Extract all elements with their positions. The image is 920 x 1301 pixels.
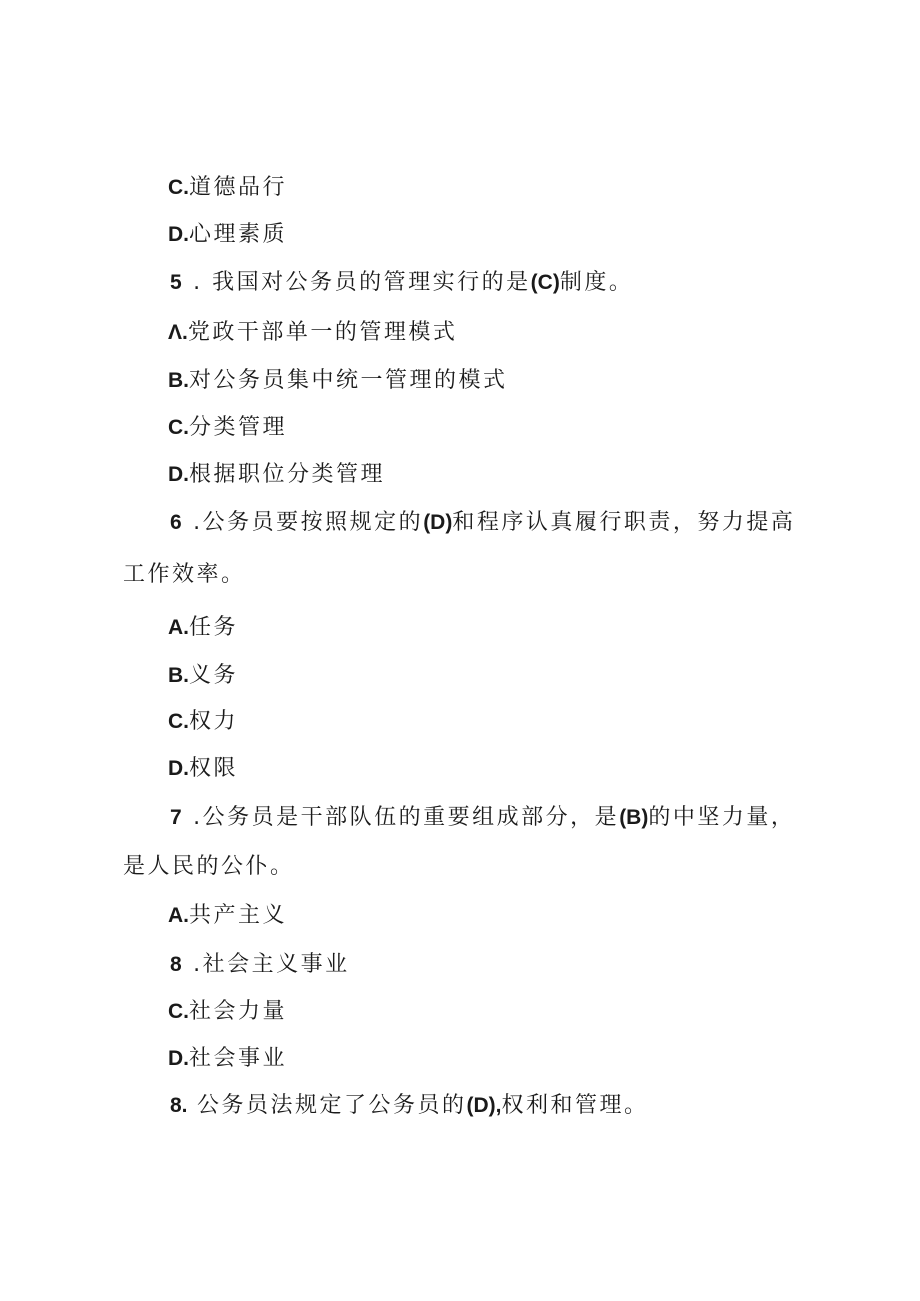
option-text: 权力 xyxy=(189,709,239,734)
option-text: 社会事业 xyxy=(189,1046,288,1071)
option-a-communism xyxy=(168,892,287,940)
option-label: D. xyxy=(168,757,189,780)
question-text: .公务员要按照规定的 xyxy=(183,510,424,535)
option-b-duty xyxy=(168,652,238,700)
question-text: . 我国对公务员的管理实行的是 xyxy=(183,270,531,295)
option-label: B. xyxy=(168,369,189,392)
option-label: A. xyxy=(168,904,189,927)
option-label: C. xyxy=(168,176,189,199)
option-label: C. xyxy=(168,416,189,439)
option-label: C. xyxy=(168,710,189,733)
question-5 xyxy=(170,259,633,307)
option-text: 道德品行 xyxy=(189,175,288,200)
option-c-moral-character xyxy=(168,164,287,212)
question-number: 6 xyxy=(170,511,182,534)
option-label: A. xyxy=(168,616,189,639)
question-number: 5 xyxy=(170,271,182,294)
option-label: 8 xyxy=(170,953,182,976)
question-number: 7 xyxy=(170,806,182,829)
option-c-classified-management xyxy=(168,404,287,452)
option-a-party-government-mode xyxy=(168,309,457,357)
option-d-authority xyxy=(168,745,238,793)
option-text: 党政干部单一的管理模式 xyxy=(187,320,458,345)
option-a-task xyxy=(168,604,238,652)
option-d-psychological-quality xyxy=(168,211,287,259)
option-b-unified-mode xyxy=(168,357,508,405)
question-text: .公务员是干部队伍的重要组成部分，是 xyxy=(183,805,620,830)
option-text: 心理素质 xyxy=(189,222,288,247)
question-8 xyxy=(170,1082,649,1130)
option-label: D. xyxy=(168,1047,189,1070)
option-label: C. xyxy=(168,1000,189,1023)
question-text: 公务员法规定了公务员的 xyxy=(187,1093,467,1118)
question-text-end: 和程序认真履行职责，努力提高 xyxy=(452,510,796,535)
option-label: D. xyxy=(168,223,189,246)
option-text: 任务 xyxy=(189,615,239,640)
question-answer: (D), xyxy=(466,1094,502,1117)
option-text: 根据职位分类管理 xyxy=(189,462,386,487)
option-text: 共产主义 xyxy=(189,903,288,928)
option-d-position-classification xyxy=(168,451,385,499)
question-text-continued: 是人民的公仆。 xyxy=(123,854,295,879)
option-label: B. xyxy=(168,664,189,687)
question-7 xyxy=(170,794,795,842)
option-text: 社会力量 xyxy=(189,999,288,1024)
question-answer: (D) xyxy=(423,511,453,534)
question-text-end: 制度。 xyxy=(559,270,634,295)
option-label: Λ. xyxy=(168,321,188,344)
question-answer: (C) xyxy=(530,271,560,294)
question-text-end: 权利和管理。 xyxy=(501,1093,649,1118)
question-number: 8. xyxy=(170,1094,188,1117)
question-6-continuation xyxy=(123,551,246,599)
option-label: D. xyxy=(168,463,189,486)
option-c-power xyxy=(168,698,238,746)
question-answer: (B) xyxy=(619,806,649,829)
option-text: 权限 xyxy=(189,756,239,781)
option-text: 义务 xyxy=(189,663,239,688)
option-c-social-force xyxy=(168,988,287,1036)
option-text: 分类管理 xyxy=(189,415,288,440)
question-7-continuation xyxy=(123,843,295,891)
question-6 xyxy=(170,499,795,547)
question-text-continued: 工作效率。 xyxy=(123,562,246,587)
option-text: 对公务员集中统一管理的模式 xyxy=(189,368,508,393)
option-socialist-cause xyxy=(170,941,350,989)
question-text-end: 的中坚力量， xyxy=(648,805,796,830)
option-d-social-cause xyxy=(168,1035,287,1083)
option-text: .社会主义事业 xyxy=(183,952,350,977)
